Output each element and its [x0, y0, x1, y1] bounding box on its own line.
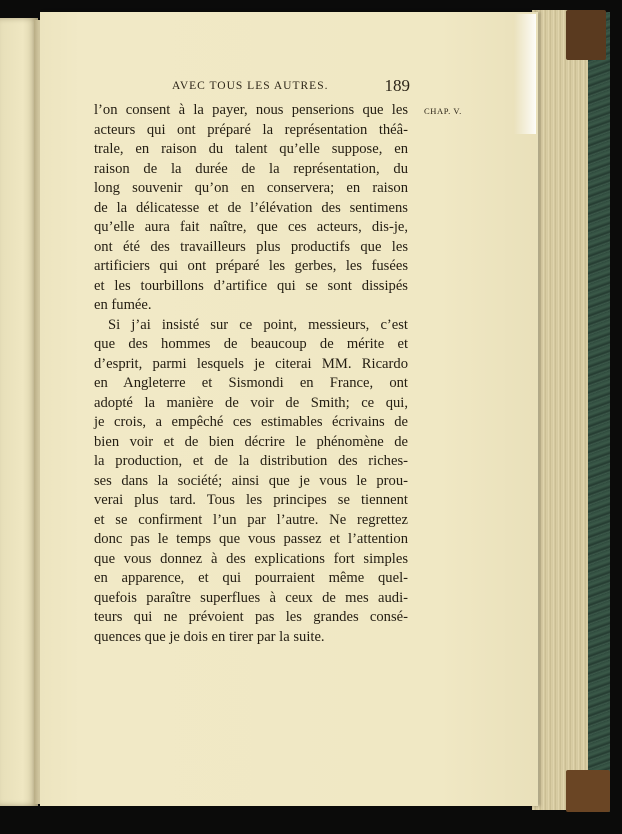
- paragraph-2: [94, 316, 408, 648]
- text-line: donc pas le temps que vous passez et l’attention: [94, 531, 408, 547]
- text-line: je crois, a empêché ces estimables écrivains de: [94, 414, 408, 430]
- body-text: [94, 101, 408, 647]
- leather-corner-top: [566, 10, 606, 60]
- leather-corner-bottom: [566, 770, 610, 812]
- text-line: quences que je dois en tirer par la suite.: [94, 628, 325, 645]
- text-line: d’esprit, parmi lesquels je citerai MM. Ricardo: [94, 355, 408, 372]
- paragraph-1: [94, 101, 408, 316]
- text-line: en Angleterre et Sismondi en France, ont: [94, 375, 408, 391]
- text-line: adopté la manière de voir de Smith; ce qui,: [94, 394, 408, 411]
- text-line: bien voir et de bien décrire le phénomène de: [94, 433, 408, 450]
- text-line: qu’elle aura fait naître, que ces acteurs, dis-je,: [94, 219, 408, 235]
- running-head: AVEC TOUS LES AUTRES.: [172, 80, 329, 92]
- text-line: Si j’ai insisté sur ce point, messieurs, c’est: [108, 316, 408, 333]
- text-line: ont été des travailleurs plus productifs que les: [94, 238, 408, 255]
- text-line: de la délicatesse et de l’élévation des sentimens: [94, 199, 408, 216]
- page-edge-highlight: [514, 14, 536, 134]
- text-line: quefois paraître superflues à ceux de mes audi-: [94, 589, 408, 606]
- text-line: l’on consent à la payer, nous penserions que les: [94, 102, 408, 118]
- text-line: que des hommes de beaucoup de mérite et: [94, 336, 408, 352]
- text-line: la production, et de la distribution des riches-: [94, 453, 408, 469]
- text-line: long souvenir qu’on en conservera; en raison: [94, 180, 408, 196]
- text-line: teurs qui ne prévoient pas les grandes consé-: [94, 609, 408, 625]
- page-header: [172, 76, 410, 96]
- text-line: que vous donnez à des explications fort simples: [94, 550, 408, 567]
- chapter-margin-note: CHAP. V.: [424, 106, 462, 116]
- text-line: acteurs qui ont préparé la représentation théâ-: [94, 121, 408, 138]
- text-line: trale, en raison du talent qu’elle suppose, en: [94, 141, 408, 157]
- text-line: ses dans la société; ainsi que je vous le prou-: [94, 472, 408, 489]
- text-line: en fumée.: [94, 297, 152, 313]
- text-line: raison de la durée de la représentation, du: [94, 160, 408, 177]
- text-line: en apparence, et qui pourraient même quel-: [94, 570, 408, 586]
- page-number: 189: [384, 76, 410, 95]
- text-line: et les tourbillons d’artifice qui se sont dissipés: [94, 277, 408, 294]
- text-line: et se confirment l’un par l’autre. Ne regrettez: [94, 511, 408, 528]
- text-line: verai plus tard. Tous les principes se tiennent: [94, 492, 408, 508]
- page-block-edges: [532, 10, 590, 810]
- facing-page-edge: [0, 18, 38, 806]
- text-line: artificiers qui ont préparé les gerbes, les fusées: [94, 258, 408, 274]
- marbled-cover-board: [588, 12, 610, 812]
